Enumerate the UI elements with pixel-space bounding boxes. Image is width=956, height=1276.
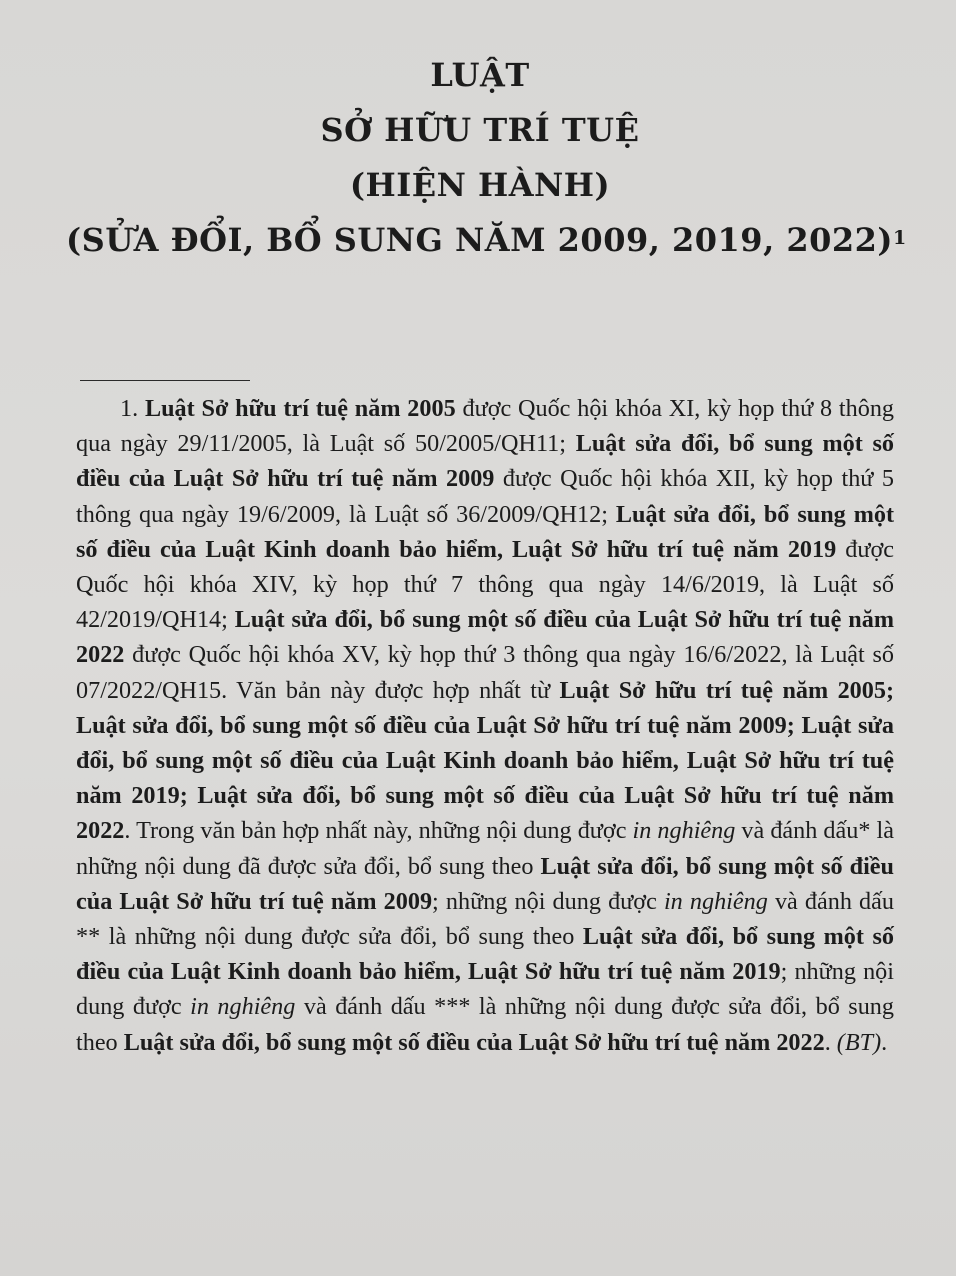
footnote-segment: Luật sửa đổi, bổ sung một số điều của Luật Kinh doanh bảo hiểm, Luật Sở hữu trí tuệ năm 2019 bbox=[76, 923, 894, 986]
footnote-reference-mark: 1 bbox=[893, 227, 907, 249]
footnote-segment: Luật sửa đổi, bổ sung một số điều của Luật Kinh doanh bảo hiểm, Luật Sở hữu trí tuệ năm 2019 bbox=[76, 500, 894, 563]
footnote-segment: . Trong văn bản hợp nhất này, những nội dung được bbox=[124, 817, 633, 845]
footnote-segment: Luật Sở hữu trí tuệ năm 2005 bbox=[144, 395, 456, 422]
footnote-segment: được Quốc hội khóa XIV, kỳ họp thứ 7 thông qua ngày 14/6/2019, là Luật số 42/2019/QH14; bbox=[76, 535, 894, 634]
footnote-segment: Luật sửa đổi, bổ sung một số điều của Luật Sở hữu trí tuệ năm 2022 bbox=[123, 1028, 825, 1056]
footnote-segment: được Quốc hội khóa XV, kỳ họp thứ 3 thông qua ngày 16/6/2022, là Luật số 07/2022/QH15. Văn bản này được hợp nhất từ bbox=[76, 641, 894, 704]
title-line-2: SỞ HỮU TRÍ TUỆ bbox=[320, 111, 640, 149]
footnote-segment: Luật sửa đổi, bổ sung một số điều của Luật Sở hữu trí tuệ năm 2022 bbox=[76, 606, 894, 669]
footnote-segment: in nghiêng bbox=[632, 817, 736, 845]
footnote-segment: và đánh dấu *** là những nội dung được sửa đổi, bổ sung theo bbox=[76, 993, 894, 1056]
footnote-segment: (BT) bbox=[836, 1028, 882, 1056]
footnote-segment: in nghiêng bbox=[190, 993, 296, 1021]
footnote-segment: ; những nội dung được bbox=[76, 958, 894, 1021]
footnote-segment: in nghiêng bbox=[663, 887, 768, 915]
footnote-separator bbox=[80, 380, 250, 381]
title-line-4 bbox=[66, 213, 907, 268]
title-line-1: LUẬT bbox=[430, 56, 530, 94]
footnote-segment: được Quốc hội khóa XI, kỳ họp thứ 8 thông qua ngày 29/11/2005, là Luật số 50/2005/QH11; bbox=[76, 395, 895, 458]
footnote-segment: ; những nội dung được bbox=[432, 887, 664, 915]
footnote-segment: Luật sửa đổi, bổ sung một số điều của Luật Sở hữu trí tuệ năm 2009 bbox=[76, 430, 895, 493]
footnote-segment: . bbox=[824, 1028, 837, 1056]
title-line-3: (HIỆN HÀNH) bbox=[349, 166, 611, 204]
footnote-segment: và đánh dấu* là những nội dung đã được sửa đổi, bổ sung theo bbox=[76, 817, 894, 880]
document-title bbox=[66, 48, 907, 268]
title-line-4-text: (SỬA ĐỔI, BỔ SUNG NĂM 2009, 2019, 2022) bbox=[66, 221, 894, 259]
footnote-segment: được Quốc hội khóa XII, kỳ họp thứ 5 thông qua ngày 19/6/2009, là Luật số 36/2009/QH12; bbox=[76, 465, 894, 528]
footnote-segment: và đánh dấu ** là những nội dung được sửa đổi, bổ sung theo bbox=[76, 887, 894, 951]
footnote-segment: 1. bbox=[120, 395, 145, 422]
footnote-segment: Luật Sở hữu trí tuệ năm 2005; Luật sửa đổi, bổ sung một số điều của Luật Sở hữu trí tuệ năm 2009; Luật sửa đổi, bổ sung một số điều của Luật Kinh doanh bảo hiểm, Luật Sở hữu trí tuệ năm 2019; Luật sửa đổi, bổ sung một số điều của Luật Sở hữu trí tuệ năm 2022 bbox=[76, 676, 895, 845]
footnote-segment: Luật sửa đổi, bổ sung một số điều của Luật Sở hữu trí tuệ năm 2009 bbox=[76, 852, 894, 915]
footnote-text bbox=[76, 391, 894, 1060]
footnote-segment: . bbox=[881, 1028, 888, 1056]
